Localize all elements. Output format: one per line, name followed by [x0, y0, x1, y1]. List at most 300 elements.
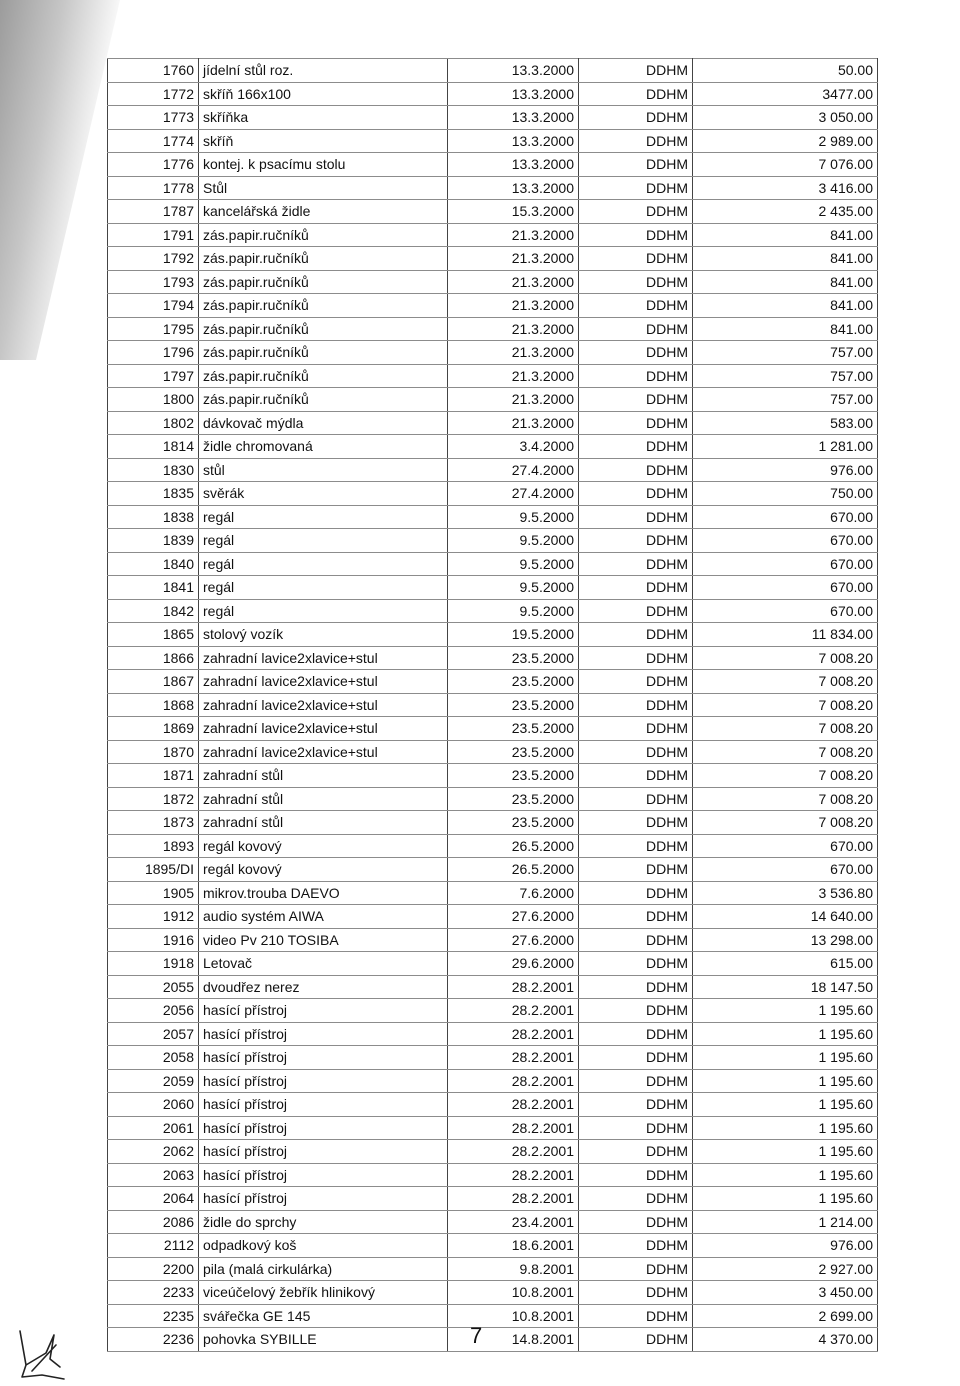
item-value: 1 214.00 — [693, 1210, 878, 1234]
table-row — [108, 881, 878, 905]
acquisition-date: 14.8.2001 — [448, 1328, 579, 1352]
acquisition-date: 21.3.2000 — [448, 364, 579, 388]
acquisition-date: 28.2.2001 — [448, 1093, 579, 1117]
acquisition-date: 21.3.2000 — [448, 317, 579, 341]
table-row — [108, 1234, 878, 1258]
acquisition-date: 23.5.2000 — [448, 740, 579, 764]
acquisition-date: 23.5.2000 — [448, 646, 579, 670]
inventory-number: 1838 — [108, 505, 199, 529]
item-name: zahradní stůl — [199, 787, 448, 811]
item-value: 2 927.00 — [693, 1257, 878, 1281]
asset-type: DDHM — [579, 646, 693, 670]
item-name: zahradní lavice2xlavice+stul — [199, 670, 448, 694]
asset-type: DDHM — [579, 1163, 693, 1187]
acquisition-date: 26.5.2000 — [448, 858, 579, 882]
table-row — [108, 529, 878, 553]
acquisition-date: 28.2.2001 — [448, 1116, 579, 1140]
table-row — [108, 599, 878, 623]
asset-type: DDHM — [579, 505, 693, 529]
inventory-number: 1830 — [108, 458, 199, 482]
asset-type: DDHM — [579, 200, 693, 224]
table-row — [108, 294, 878, 318]
acquisition-date: 9.5.2000 — [448, 552, 579, 576]
item-name: audio systém AIWA — [199, 905, 448, 929]
asset-type: DDHM — [579, 858, 693, 882]
acquisition-date: 29.6.2000 — [448, 952, 579, 976]
asset-type: DDHM — [579, 482, 693, 506]
item-name: hasící přístroj — [199, 999, 448, 1023]
inventory-number: 1797 — [108, 364, 199, 388]
asset-type: DDHM — [579, 1140, 693, 1164]
inventory-number: 1795 — [108, 317, 199, 341]
item-value: 1 195.60 — [693, 1116, 878, 1140]
asset-type: DDHM — [579, 1234, 693, 1258]
asset-type: DDHM — [579, 317, 693, 341]
item-value: 841.00 — [693, 247, 878, 271]
inventory-number: 1796 — [108, 341, 199, 365]
signature-mark — [12, 1325, 72, 1383]
asset-type: DDHM — [579, 1187, 693, 1211]
inventory-number: 1842 — [108, 599, 199, 623]
item-name: židle do sprchy — [199, 1210, 448, 1234]
asset-type: DDHM — [579, 1328, 693, 1352]
item-value: 11 834.00 — [693, 623, 878, 647]
acquisition-date: 3.4.2000 — [448, 435, 579, 459]
inventory-number: 1912 — [108, 905, 199, 929]
table-row — [108, 200, 878, 224]
asset-type: DDHM — [579, 952, 693, 976]
inventory-number: 1839 — [108, 529, 199, 553]
acquisition-date: 23.4.2001 — [448, 1210, 579, 1234]
table-row — [108, 552, 878, 576]
acquisition-date: 21.3.2000 — [448, 294, 579, 318]
item-name: odpadkový koš — [199, 1234, 448, 1258]
table-row — [108, 1210, 878, 1234]
acquisition-date: 28.2.2001 — [448, 999, 579, 1023]
acquisition-date: 23.5.2000 — [448, 717, 579, 741]
table-row — [108, 928, 878, 952]
acquisition-date: 21.3.2000 — [448, 223, 579, 247]
asset-type: DDHM — [579, 176, 693, 200]
acquisition-date: 9.8.2001 — [448, 1257, 579, 1281]
asset-type: DDHM — [579, 1257, 693, 1281]
asset-type: DDHM — [579, 764, 693, 788]
table-row — [108, 858, 878, 882]
asset-type: DDHM — [579, 1281, 693, 1305]
item-name: skříň 166x100 — [199, 82, 448, 106]
table-row — [108, 1187, 878, 1211]
table-row — [108, 975, 878, 999]
item-value: 670.00 — [693, 858, 878, 882]
acquisition-date: 9.5.2000 — [448, 599, 579, 623]
item-name: Stůl — [199, 176, 448, 200]
table-row — [108, 905, 878, 929]
table-row — [108, 223, 878, 247]
table-row — [108, 1304, 878, 1328]
asset-type: DDHM — [579, 670, 693, 694]
asset-type: DDHM — [579, 1069, 693, 1093]
acquisition-date: 13.3.2000 — [448, 82, 579, 106]
item-value: 7 008.20 — [693, 646, 878, 670]
asset-type: DDHM — [579, 270, 693, 294]
table-row — [108, 364, 878, 388]
acquisition-date: 23.5.2000 — [448, 670, 579, 694]
inventory-number: 1841 — [108, 576, 199, 600]
asset-type: DDHM — [579, 388, 693, 412]
table-row — [108, 1069, 878, 1093]
item-name: zahradní stůl — [199, 764, 448, 788]
asset-type: DDHM — [579, 529, 693, 553]
item-name: zahradní lavice2xlavice+stul — [199, 693, 448, 717]
asset-type: DDHM — [579, 223, 693, 247]
inventory-number: 2055 — [108, 975, 199, 999]
inventory-number: 1905 — [108, 881, 199, 905]
acquisition-date: 10.8.2001 — [448, 1304, 579, 1328]
item-value: 757.00 — [693, 388, 878, 412]
inventory-number: 1793 — [108, 270, 199, 294]
table-row — [108, 59, 878, 83]
acquisition-date: 21.3.2000 — [448, 341, 579, 365]
table-row — [108, 646, 878, 670]
acquisition-date: 9.5.2000 — [448, 576, 579, 600]
item-value: 615.00 — [693, 952, 878, 976]
item-value: 3 050.00 — [693, 106, 878, 130]
item-name: zahradní lavice2xlavice+stul — [199, 740, 448, 764]
acquisition-date: 21.3.2000 — [448, 247, 579, 271]
item-name: regál — [199, 529, 448, 553]
acquisition-date: 7.6.2000 — [448, 881, 579, 905]
item-value: 1 281.00 — [693, 435, 878, 459]
inventory-number: 2086 — [108, 1210, 199, 1234]
asset-type: DDHM — [579, 576, 693, 600]
inventory-number: 2056 — [108, 999, 199, 1023]
acquisition-date: 27.4.2000 — [448, 458, 579, 482]
item-name: mikrov.trouba DAEVO — [199, 881, 448, 905]
table-row — [108, 576, 878, 600]
asset-type: DDHM — [579, 928, 693, 952]
inventory-number: 1893 — [108, 834, 199, 858]
acquisition-date: 13.3.2000 — [448, 106, 579, 130]
item-value: 1 195.60 — [693, 1163, 878, 1187]
asset-type: DDHM — [579, 1304, 693, 1328]
item-name: zás.papir.ručníků — [199, 317, 448, 341]
asset-type: DDHM — [579, 975, 693, 999]
inventory-number: 2057 — [108, 1022, 199, 1046]
scan-shadow — [0, 0, 120, 360]
asset-type: DDHM — [579, 834, 693, 858]
item-name: jídelní stůl roz. — [199, 59, 448, 83]
acquisition-date: 27.4.2000 — [448, 482, 579, 506]
inventory-number: 1916 — [108, 928, 199, 952]
item-name: svěrák — [199, 482, 448, 506]
item-value: 1 195.60 — [693, 1069, 878, 1093]
item-name: regál — [199, 576, 448, 600]
item-name: viceúčelový žebřík hlinikový — [199, 1281, 448, 1305]
acquisition-date: 13.3.2000 — [448, 153, 579, 177]
item-value: 757.00 — [693, 364, 878, 388]
table-row — [108, 153, 878, 177]
item-name: hasící přístroj — [199, 1116, 448, 1140]
inventory-number: 1867 — [108, 670, 199, 694]
table-row — [108, 693, 878, 717]
inventory-number: 2236 — [108, 1328, 199, 1352]
item-value: 841.00 — [693, 270, 878, 294]
acquisition-date: 15.3.2000 — [448, 200, 579, 224]
table-row — [108, 411, 878, 435]
item-value: 1 195.60 — [693, 1022, 878, 1046]
item-value: 7 076.00 — [693, 153, 878, 177]
inventory-number: 1776 — [108, 153, 199, 177]
inventory-number: 2059 — [108, 1069, 199, 1093]
item-name: skříňka — [199, 106, 448, 130]
asset-type: DDHM — [579, 552, 693, 576]
table-row — [108, 176, 878, 200]
inventory-number: 1760 — [108, 59, 199, 83]
acquisition-date: 23.5.2000 — [448, 764, 579, 788]
table-row — [108, 435, 878, 459]
acquisition-date: 18.6.2001 — [448, 1234, 579, 1258]
item-value: 1 195.60 — [693, 1046, 878, 1070]
item-name: video Pv 210 TOSIBA — [199, 928, 448, 952]
inventory-number: 1866 — [108, 646, 199, 670]
table-row — [108, 1046, 878, 1070]
acquisition-date: 21.3.2000 — [448, 388, 579, 412]
asset-type: DDHM — [579, 82, 693, 106]
table-row — [108, 811, 878, 835]
inventory-number: 2112 — [108, 1234, 199, 1258]
item-name: židle chromovaná — [199, 435, 448, 459]
inventory-number: 1895/DI — [108, 858, 199, 882]
item-value: 13 298.00 — [693, 928, 878, 952]
asset-type: DDHM — [579, 1093, 693, 1117]
table-row — [108, 1093, 878, 1117]
item-name: zás.papir.ručníků — [199, 364, 448, 388]
inventory-number: 1772 — [108, 82, 199, 106]
item-value: 4 370.00 — [693, 1328, 878, 1352]
item-value: 3477.00 — [693, 82, 878, 106]
item-name: regál kovový — [199, 858, 448, 882]
inventory-number: 1787 — [108, 200, 199, 224]
item-value: 841.00 — [693, 294, 878, 318]
table-row — [108, 999, 878, 1023]
item-value: 670.00 — [693, 529, 878, 553]
item-name: Letovač — [199, 952, 448, 976]
item-value: 1 195.60 — [693, 999, 878, 1023]
table-row — [108, 787, 878, 811]
item-name: hasící přístroj — [199, 1022, 448, 1046]
table-row — [108, 952, 878, 976]
item-value: 670.00 — [693, 576, 878, 600]
asset-type: DDHM — [579, 1116, 693, 1140]
item-name: hasící přístroj — [199, 1069, 448, 1093]
table-row — [108, 717, 878, 741]
inventory-number: 1868 — [108, 693, 199, 717]
item-value: 1 195.60 — [693, 1187, 878, 1211]
inventory-number: 1774 — [108, 129, 199, 153]
inventory-number: 2058 — [108, 1046, 199, 1070]
asset-type: DDHM — [579, 411, 693, 435]
item-value: 841.00 — [693, 223, 878, 247]
inventory-number: 1873 — [108, 811, 199, 835]
inventory-table — [107, 58, 878, 1352]
item-value: 3 416.00 — [693, 176, 878, 200]
acquisition-date: 9.5.2000 — [448, 505, 579, 529]
inventory-number: 1871 — [108, 764, 199, 788]
item-value: 976.00 — [693, 1234, 878, 1258]
item-name: zahradní lavice2xlavice+stul — [199, 717, 448, 741]
item-value: 7 008.20 — [693, 717, 878, 741]
item-name: svářečka GE 145 — [199, 1304, 448, 1328]
asset-type: DDHM — [579, 811, 693, 835]
item-value: 50.00 — [693, 59, 878, 83]
item-value: 757.00 — [693, 341, 878, 365]
table-row — [108, 1257, 878, 1281]
item-name: regál — [199, 599, 448, 623]
item-value: 976.00 — [693, 458, 878, 482]
table-row — [108, 247, 878, 271]
table-row — [108, 458, 878, 482]
item-name: hasící přístroj — [199, 1093, 448, 1117]
inventory-number: 2063 — [108, 1163, 199, 1187]
item-name: kontej. k psacímu stolu — [199, 153, 448, 177]
table-row — [108, 1281, 878, 1305]
item-name: zás.papir.ručníků — [199, 388, 448, 412]
inventory-number: 2064 — [108, 1187, 199, 1211]
table-row — [108, 82, 878, 106]
item-value: 670.00 — [693, 552, 878, 576]
item-value: 7 008.20 — [693, 811, 878, 835]
item-name: pila (malá cirkulárka) — [199, 1257, 448, 1281]
item-name: regál — [199, 552, 448, 576]
item-name: zahradní lavice2xlavice+stul — [199, 646, 448, 670]
inventory-number: 1792 — [108, 247, 199, 271]
inventory-number: 1800 — [108, 388, 199, 412]
asset-type: DDHM — [579, 458, 693, 482]
item-value: 2 989.00 — [693, 129, 878, 153]
inventory-number: 2200 — [108, 1257, 199, 1281]
item-name: zahradní stůl — [199, 811, 448, 835]
inventory-number: 2233 — [108, 1281, 199, 1305]
acquisition-date: 21.3.2000 — [448, 411, 579, 435]
item-name: zás.papir.ručníků — [199, 247, 448, 271]
item-value: 3 536.80 — [693, 881, 878, 905]
table-row — [108, 1140, 878, 1164]
asset-type: DDHM — [579, 787, 693, 811]
acquisition-date: 28.2.2001 — [448, 1069, 579, 1093]
item-value: 2 435.00 — [693, 200, 878, 224]
inventory-number: 1872 — [108, 787, 199, 811]
inventory-number: 1778 — [108, 176, 199, 200]
inventory-number: 1794 — [108, 294, 199, 318]
inventory-number: 1814 — [108, 435, 199, 459]
inventory-table-body — [108, 59, 878, 1352]
item-name: hasící přístroj — [199, 1163, 448, 1187]
asset-type: DDHM — [579, 999, 693, 1023]
item-name: regál — [199, 505, 448, 529]
asset-type: DDHM — [579, 905, 693, 929]
asset-type: DDHM — [579, 59, 693, 83]
item-value: 7 008.20 — [693, 787, 878, 811]
table-row — [108, 129, 878, 153]
item-name: dvoudřez nerez — [199, 975, 448, 999]
acquisition-date: 23.5.2000 — [448, 811, 579, 835]
acquisition-date: 28.2.2001 — [448, 1022, 579, 1046]
item-name: skříň — [199, 129, 448, 153]
table-row — [108, 764, 878, 788]
table-row — [108, 388, 878, 412]
item-value: 670.00 — [693, 505, 878, 529]
item-name: hasící přístroj — [199, 1046, 448, 1070]
item-value: 7 008.20 — [693, 693, 878, 717]
acquisition-date: 28.2.2001 — [448, 975, 579, 999]
acquisition-date: 13.3.2000 — [448, 129, 579, 153]
item-value: 670.00 — [693, 834, 878, 858]
acquisition-date: 28.2.2001 — [448, 1140, 579, 1164]
page-number: 7 — [470, 1323, 483, 1348]
inventory-number: 1869 — [108, 717, 199, 741]
asset-type: DDHM — [579, 881, 693, 905]
item-name: hasící přístroj — [199, 1140, 448, 1164]
table-row — [108, 317, 878, 341]
table-row — [108, 1022, 878, 1046]
asset-type: DDHM — [579, 341, 693, 365]
asset-type: DDHM — [579, 364, 693, 388]
acquisition-date: 23.5.2000 — [448, 693, 579, 717]
item-value: 1 195.60 — [693, 1140, 878, 1164]
inventory-number: 1835 — [108, 482, 199, 506]
inventory-number: 1802 — [108, 411, 199, 435]
item-name: regál kovový — [199, 834, 448, 858]
inventory-number: 1918 — [108, 952, 199, 976]
item-name: zás.papir.ručníků — [199, 223, 448, 247]
acquisition-date: 23.5.2000 — [448, 787, 579, 811]
table-row — [108, 623, 878, 647]
item-value: 2 699.00 — [693, 1304, 878, 1328]
asset-type: DDHM — [579, 1210, 693, 1234]
inventory-number: 2060 — [108, 1093, 199, 1117]
acquisition-date: 13.3.2000 — [448, 176, 579, 200]
inventory-number: 1840 — [108, 552, 199, 576]
table-row — [108, 1328, 878, 1352]
item-value: 3 450.00 — [693, 1281, 878, 1305]
asset-type: DDHM — [579, 717, 693, 741]
asset-type: DDHM — [579, 599, 693, 623]
table-row — [108, 270, 878, 294]
item-name: hasící přístroj — [199, 1187, 448, 1211]
acquisition-date: 19.5.2000 — [448, 623, 579, 647]
table-row — [108, 341, 878, 365]
asset-type: DDHM — [579, 153, 693, 177]
acquisition-date: 13.3.2000 — [448, 59, 579, 83]
item-value: 583.00 — [693, 411, 878, 435]
item-name: pohovka SYBILLE — [199, 1328, 448, 1352]
table-row — [108, 670, 878, 694]
inventory-number: 1773 — [108, 106, 199, 130]
asset-type: DDHM — [579, 1022, 693, 1046]
table-row — [108, 482, 878, 506]
inventory-number: 2235 — [108, 1304, 199, 1328]
acquisition-date: 9.5.2000 — [448, 529, 579, 553]
asset-type: DDHM — [579, 294, 693, 318]
inventory-number: 1791 — [108, 223, 199, 247]
item-value: 7 008.20 — [693, 670, 878, 694]
asset-type: DDHM — [579, 247, 693, 271]
item-value: 841.00 — [693, 317, 878, 341]
asset-type: DDHM — [579, 129, 693, 153]
acquisition-date: 21.3.2000 — [448, 270, 579, 294]
acquisition-date: 26.5.2000 — [448, 834, 579, 858]
item-name: zás.papir.ručníků — [199, 270, 448, 294]
